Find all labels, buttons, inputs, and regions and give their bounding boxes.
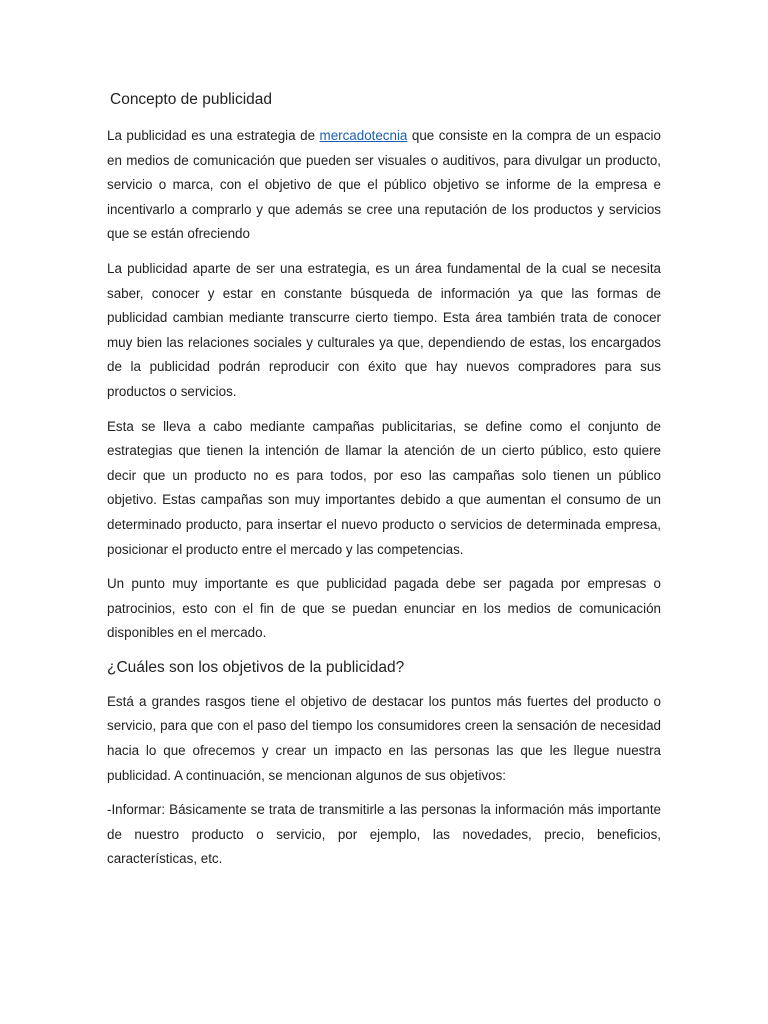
mercadotecnia-link[interactable]: mercadotecnia (319, 128, 408, 143)
paragraph-definicion-text-start: La publicidad es una estrategia de (107, 128, 320, 143)
paragraph-area-fundamental: La publicidad aparte de ser una estrategia, es un área fundamental de la cual se necesita saber, conocer y estar en constante búsqueda de información ya que las formas de publicidad cambian mediante transcurre cierto tiempo. Esta área también trata de conocer muy bien las relaciones sociales y culturales ya que, dependiendo de estas, los encargados de la publicidad podrán reproducir con éxito que hay nuevos compradores para sus productos o servicios. (107, 260, 661, 399)
paragraph-informar: -Informar: Básicamente se trata de transmitirle a las personas la información más importante de nuestro producto o servicio, por ejemplo, las novedades, precio, beneficios, características, etc. (107, 802, 661, 867)
heading-objetivos-publicidad: ¿Cuáles son los objetivos de la publicidad? (107, 658, 405, 676)
paragraph-definicion-text-end: que consiste en la compra de un espacio en medios de comunicación que pueden ser visuales o auditivos, para divulgar un producto, servicio o marca, con el objetivo de que el público objetivo se informe de la empresa e incentivarlo a comprarlo y que además se cree una reputación de los productos y servicios que se están ofreciendo (107, 128, 661, 242)
paragraph-publicidad-pagada: Un punto muy importante es que publicidad pagada debe ser pagada por empresas o patrocinios, esto con el fin de que se puedan enunciar en los medios de comunicación disponibles en el mercado. (107, 576, 661, 641)
heading-concepto-publicidad: Concepto de publicidad (110, 91, 273, 108)
paragraph-objetivos-intro: Está a grandes rasgos tiene el objetivo de destacar los puntos más fuertes del producto o servicio, para que con el paso del tiempo los consumidores creen la sensación de necesidad hacia lo que ofrecemos y crear un impacto en las personas las que les llegue nuestra publicidad. A continuación, se mencionan algunos de sus objetivos: (107, 693, 661, 783)
paragraph-definicion (107, 124, 661, 247)
document-page (107, 88, 661, 882)
paragraph-campanas: Esta se lleva a cabo mediante campañas publicitarias, se define como el conjunto de estrategias que tienen la intención de llamar la atención de un cierto público, esto quiere decir que un producto no es para todos, por eso las campañas solo tienen un público objetivo. Estas campañas son muy importantes debido a que aumentan el consumo de un determinado producto, para insertar el nuevo producto o servicios de determinada empresa, posicionar el producto entre el mercado y las competencias. (107, 418, 661, 557)
